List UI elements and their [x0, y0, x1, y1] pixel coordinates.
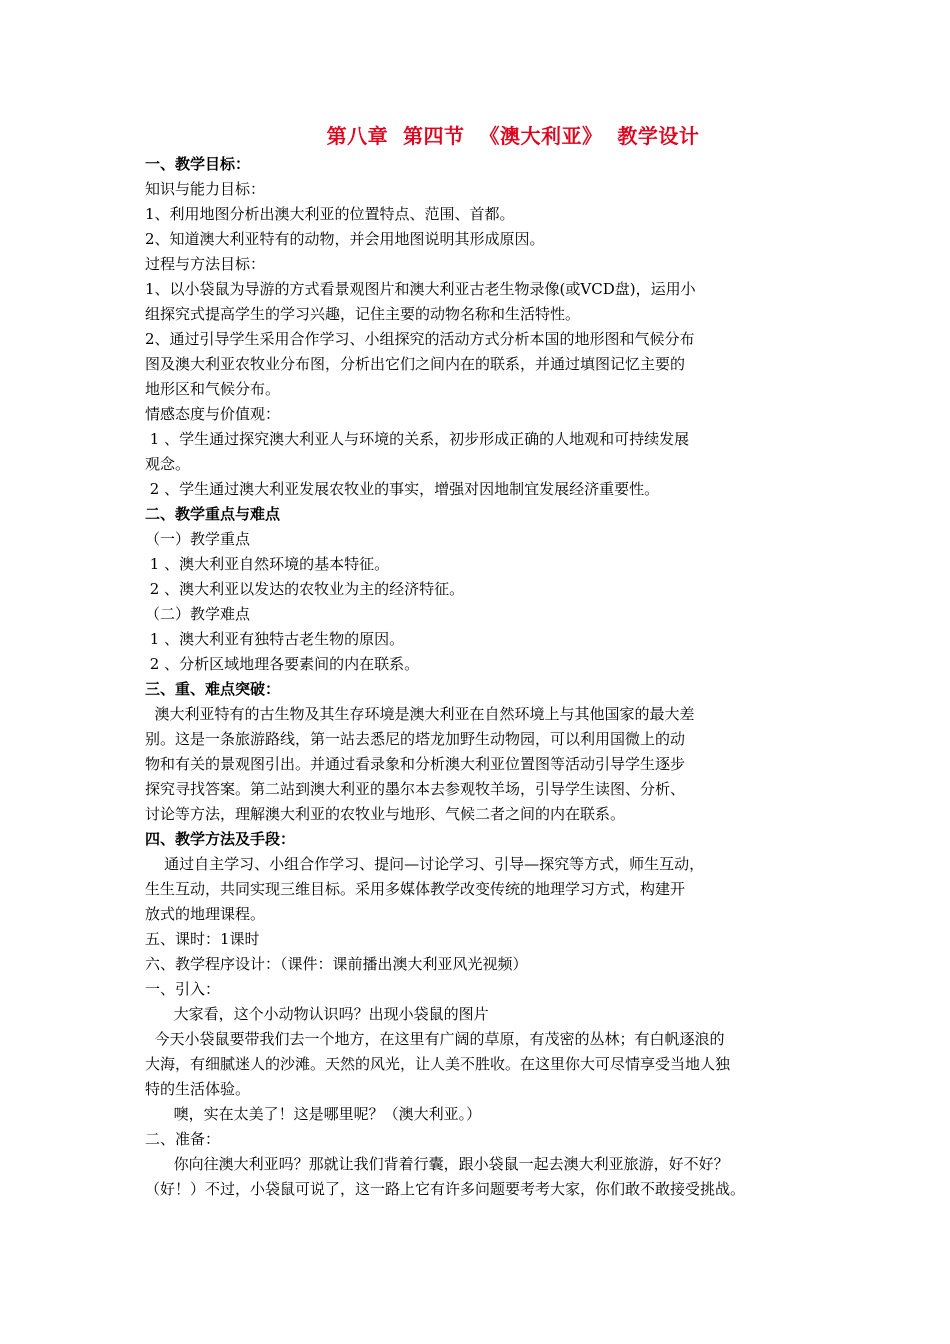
document-title: 第八章 第四节 《澳大利亚》 教学设计 [326, 124, 700, 148]
text-line: 物和有关的景观图引出。并通过看录象和分析澳大利亚位置图等活动引导学生逐步 [145, 755, 686, 773]
text-line: 通过自主学习、小组合作学习、提问—讨论学习、引导—探究等方式，师生互动， [145, 855, 705, 873]
text-line: 地形区和气候分布。 [145, 380, 281, 398]
text-line: 1 、澳大利亚自然环境的基本特征。 [145, 555, 390, 573]
text-line: （好！）不过，小袋鼠可说了，这一路上它有许多问题要考考大家，你们敢不敢接受挑战。 [145, 1180, 746, 1198]
section-heading: 四、教学方法及手段： [145, 830, 296, 848]
text-line: 1、以小袋鼠为导游的方式看景观图片和澳大利亚古老生物录像(或VCD盘)，运用小 [145, 280, 696, 298]
text-line: （一）教学重点 [145, 530, 251, 548]
text-line: 探究寻找答案。第二站到澳大利亚的墨尔本去参观牧羊场，引导学生读图、分析、 [145, 780, 686, 798]
text-line: 2、知道澳大利亚特有的动物，并会用地图说明其形成原因。 [145, 230, 545, 248]
text-line: 大家看，这个小动物认识吗？出现小袋鼠的图片 [145, 1005, 489, 1023]
text-line: 你向往澳大利亚吗？那就让我们背着行囊，跟小袋鼠一起去澳大利亚旅游，好不好？ [145, 1155, 729, 1173]
text-line: 六、教学程序设计：（课件：课前播出澳大利亚风光视频） [145, 955, 528, 973]
text-line: 2 、学生通过澳大利亚发展农牧业的事实，增强对因地制宜发展经济重要性。 [145, 480, 660, 498]
text-line: 组探究式提高学生的学习兴趣，记住主要的动物名称和生活特性。 [145, 305, 581, 323]
text-line: 讨论等方法，理解澳大利亚的农牧业与地形、气候二者之间的内在联系。 [145, 805, 626, 823]
text-line: 噢，实在太美了！这是哪里呢？（澳大利亚。） [145, 1105, 482, 1123]
text-line: 2、通过引导学生采用合作学习、小组探究的活动方式分析本国的地形图和气候分布 [145, 330, 695, 348]
text-line: 澳大利亚特有的古生物及其生存环境是澳大利亚在自然环境上与其他国家的最大差 [145, 705, 695, 723]
text-line: 生生互动，共同实现三维目标。采用多媒体教学改变传统的地理学习方式，构建开 [145, 880, 686, 898]
text-line: 过程与方法目标： [145, 255, 266, 273]
document-body [145, 152, 810, 1202]
text-line: 五、课时：1课时 [145, 930, 260, 948]
text-line: 情感态度与价值观： [145, 405, 281, 423]
text-line: 2 、分析区域地理各要素间的内在联系。 [145, 655, 420, 673]
text-line: 图及澳大利亚农牧业分布图，分析出它们之间内在的联系，并通过填图记忆主要的 [145, 355, 686, 373]
text-line: 1 、澳大利亚有独特古老生物的原因。 [145, 630, 405, 648]
text-line: 特的生活体验。 [145, 1080, 251, 1098]
text-line: 知识与能力目标： [145, 180, 266, 198]
section-heading: 一、教学目标： [145, 155, 251, 173]
text-line: 放式的地理课程。 [145, 905, 266, 923]
text-line: 二、准备： [145, 1130, 221, 1148]
text-line: 1 、学生通过探究澳大利亚人与环境的关系，初步形成正确的人地观和可持续发展 [145, 430, 690, 448]
section-heading: 三、重、难点突破： [145, 680, 281, 698]
text-line: 一、引入： [145, 980, 221, 998]
text-line: 今天小袋鼠要带我们去一个地方，在这里有广阔的草原，有茂密的丛林；有白帆逐浪的 [145, 1030, 725, 1048]
section-heading: 二、教学重点与难点 [145, 505, 281, 523]
text-line: 别。这是一条旅游路线，第一站去悉尼的塔龙加野生动物园，可以利用国微上的动 [145, 730, 686, 748]
text-line: （二）教学难点 [145, 605, 251, 623]
text-line: 2 、澳大利亚以发达的农牧业为主的经济特征。 [145, 580, 465, 598]
text-line: 观念。 [145, 455, 191, 473]
text-line: 大海，有细腻迷人的沙滩。天然的风光，让人美不胜收。在这里你大可尽情享受当地人独 [145, 1055, 731, 1073]
text-line: 1、利用地图分析出澳大利亚的位置特点、范围、首都。 [145, 205, 515, 223]
